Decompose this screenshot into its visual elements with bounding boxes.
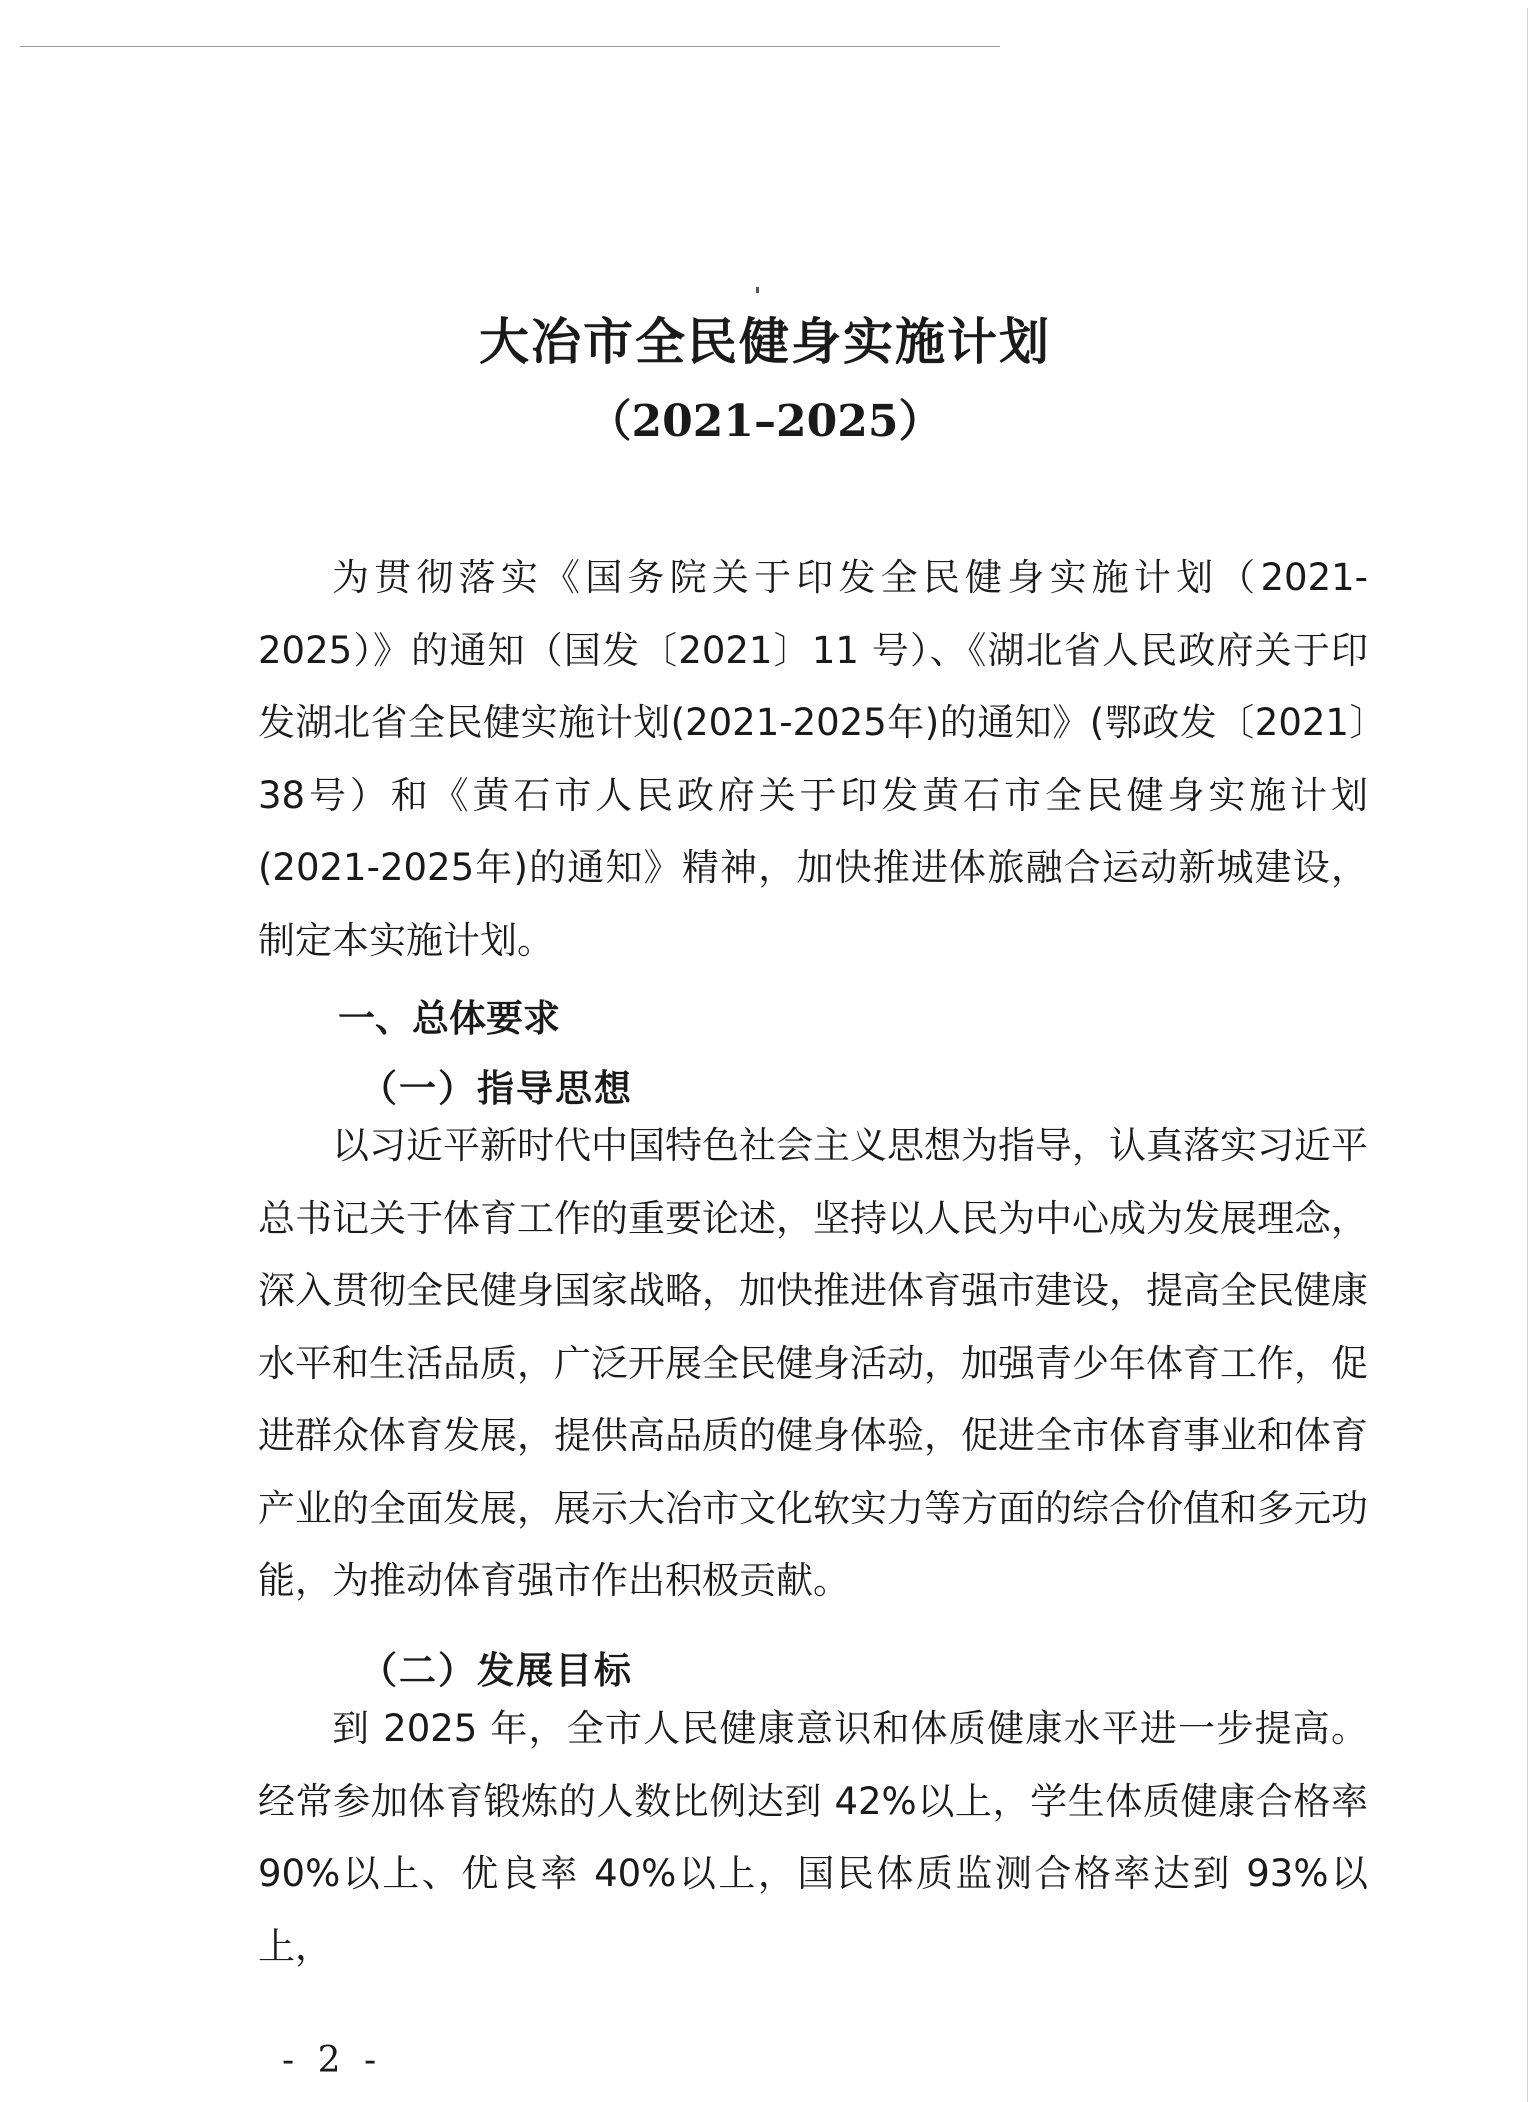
- scan-mark: [756, 287, 759, 293]
- document-title: 大冶市全民健身实施计划: [479, 312, 1051, 371]
- intro-paragraph: 为贯彻落实《国务院关于印发全民健身实施计划（2021-2025）》的通知（国发〔2021〕11 号）、《湖北省人民政府关于印发湖北省全民健实施计划(2021-2025年)的通知》(鄂政发〔2021〕38号）和《黄石市人民政府关于印发黄石市全民健身实施计划(2021-2025年)的通知》精神，加快推进体旅融合运动新城建设，制定本实施计划。: [258, 556, 1368, 962]
- top-divider: [20, 46, 1000, 47]
- subsection-heading-goals: （二）发展目标: [360, 1649, 633, 1692]
- subsection-heading-guiding: （一）指导思想: [360, 1067, 633, 1110]
- document-subtitle: （2021–2025）: [587, 396, 943, 447]
- page-number: - 2 -: [282, 2040, 383, 2081]
- guiding-paragraph: 以习近平新时代中国特色社会主义思想为指导，认真落实习近平总书记关于体育工作的重要论述，坚持以人民为中心成为发展理念，深入贯彻全民健身国家战略，加快推进体育强市建设，提高全民健康水平和生活品质，广泛开展全民健身活动，加强青少年体育工作，促进群众体育发展，提供高品质的健身体验，促进全市体育事业和体育产业的全面发展，展示大冶市文化软实力等方面的综合价值和多元功能，为推动体育强市作出积极贡献。: [258, 1124, 1368, 1602]
- goals-paragraph: 到 2025 年，全市人民健康意识和体质健康水平进一步提高。经常参加体育锻炼的人数比例达到 42%以上，学生体质健康合格率 90%以上、优良率 40%以上，国民体质监测合格率达到 93%以上，: [258, 1707, 1368, 1968]
- section-heading: 一、总体要求: [338, 997, 560, 1040]
